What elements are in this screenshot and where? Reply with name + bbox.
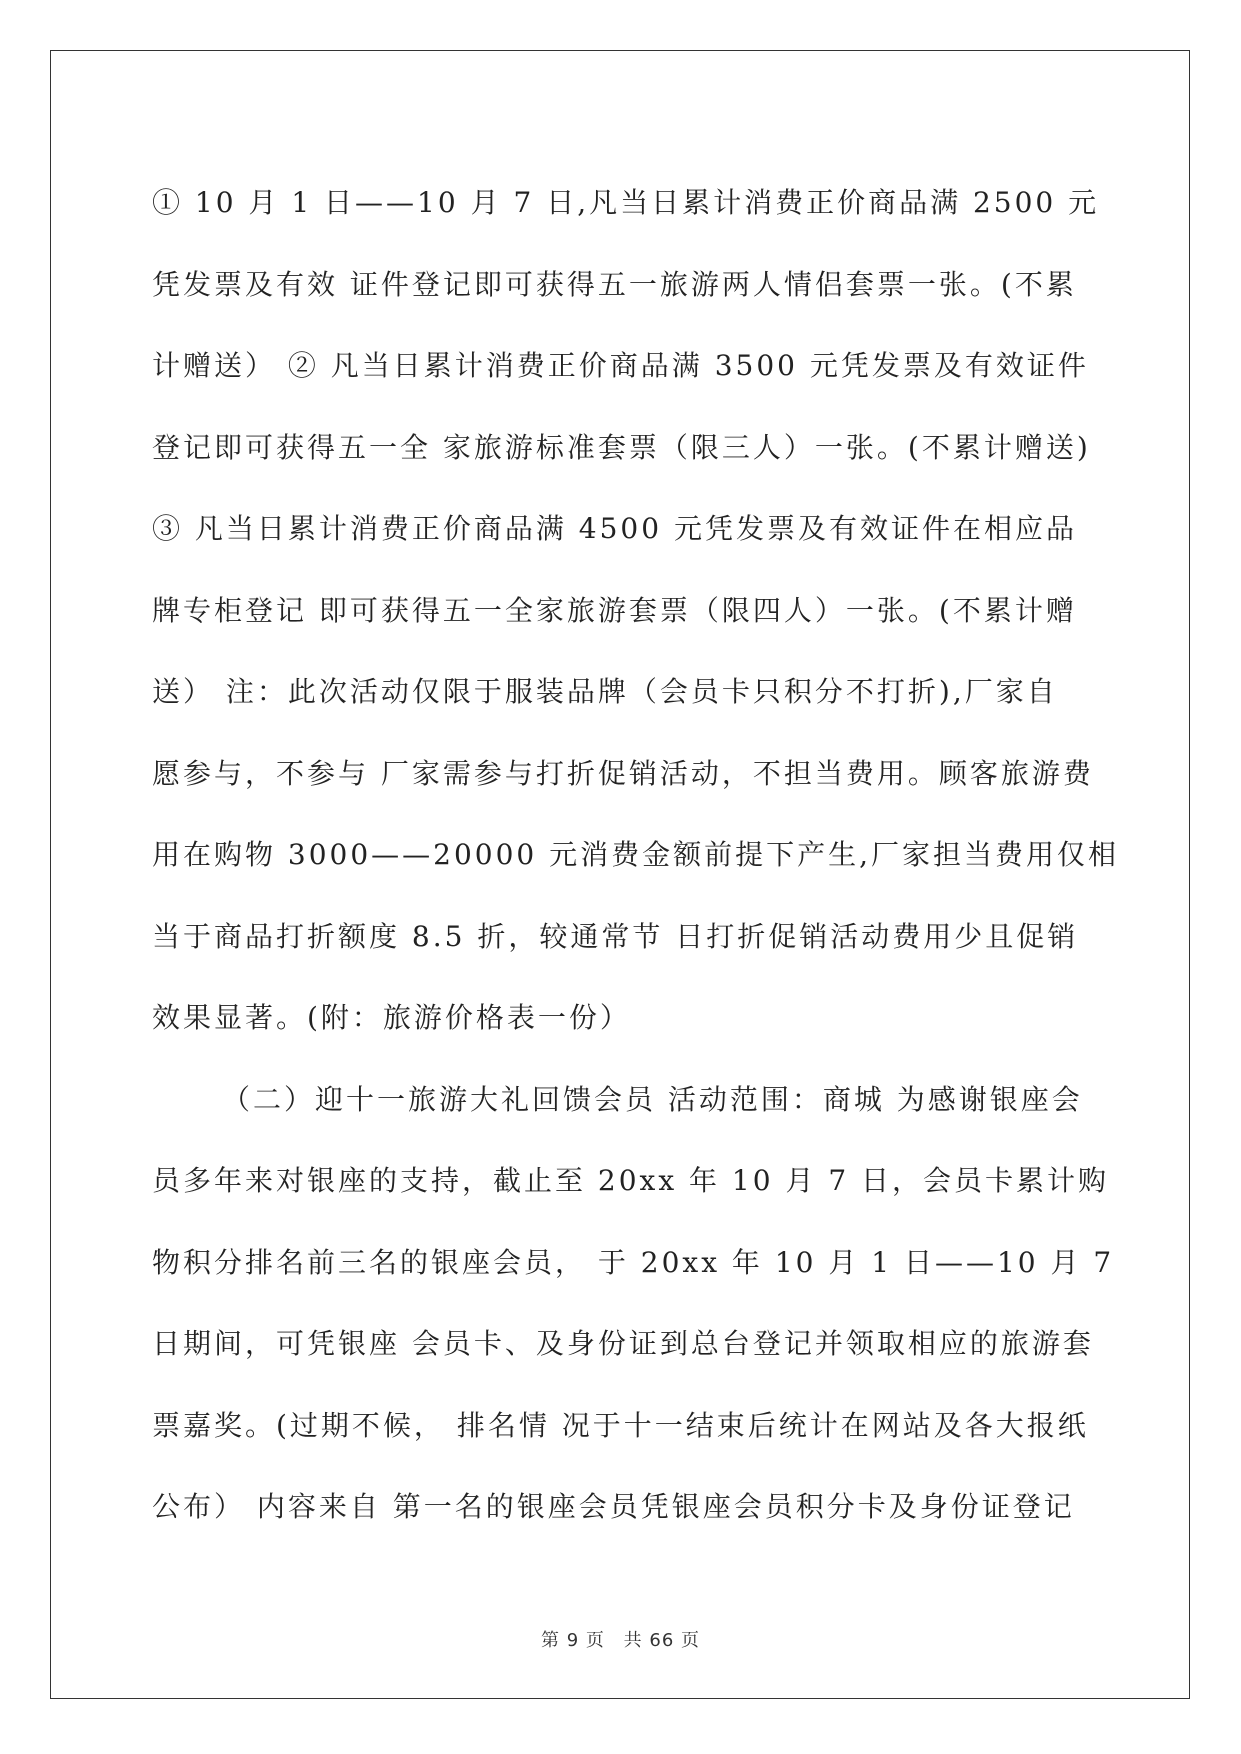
text-line: 效果显著。(附：旅游价格表一份） — [152, 1001, 631, 1034]
text-line: 公布） 内容来自 第一名的银座会员凭银座会员积分卡及身份证登记 — [152, 1490, 1075, 1523]
page-number: 第 9 页 — [541, 1630, 605, 1651]
text-line: ① 10 月 1 日——10 月 7 日,凡当日累计消费正价商品满 2500 元 — [152, 186, 1100, 219]
paragraph-member-rewards — [152, 1059, 1115, 1548]
text-line: 当于商品打折额度 8.5 折，较通常节 日打折促销活动费用少且促销 — [152, 919, 1079, 953]
text-line: 送） 注：此次活动仅限于服装品牌（会员卡只积分不打折),厂家自 — [152, 675, 1058, 708]
text-line: 日期间，可凭银座 会员卡、及身份证到总台登记并领取相应的旅游套 — [152, 1327, 1094, 1360]
text-line: 用在购物 3000——20000 元消费金额前提下产生,厂家担当费用仅相 — [152, 838, 1120, 871]
document-body — [152, 162, 1120, 1548]
page-footer — [0, 1626, 1241, 1652]
text-line: 计赠送） ② 凡当日累计消费正价商品满 3500 元凭发票及有效证件 — [152, 349, 1089, 382]
page-total: 共 66 页 — [623, 1630, 700, 1651]
paragraph-activity-rules — [152, 162, 1120, 1059]
text-line: 员多年来对银座的支持，截止至 20xx 年 10 月 7 日，会员卡累计购 — [152, 1164, 1110, 1197]
text-line: 票嘉奖。(过期不候， 排名情 况于十一结束后统计在网站及各大报纸 — [152, 1408, 1089, 1442]
text-line: （二）迎十一旅游大礼回馈会员 活动范围：商城 为感谢银座会 — [222, 1082, 1083, 1116]
text-line: 登记即可获得五一全 家旅游标准套票（限三人）一张。(不累计赠送) — [152, 430, 1091, 464]
text-line: ③ 凡当日累计消费正价商品满 4500 元凭发票及有效证件在相应品 — [152, 512, 1077, 545]
text-line: 凭发票及有效 证件登记即可获得五一旅游两人情侣套票一张。(不累 — [152, 267, 1077, 301]
text-line: 愿参与，不参与 厂家需参与打折促销活动，不担当费用。顾客旅游费 — [152, 756, 1094, 790]
text-line: 牌专柜登记 即可获得五一全家旅游套票（限四人）一张。(不累计赠 — [152, 593, 1077, 627]
text-line: 物积分排名前三名的银座会员， 于 20xx 年 10 月 1 日——10 月 7 — [152, 1245, 1115, 1279]
